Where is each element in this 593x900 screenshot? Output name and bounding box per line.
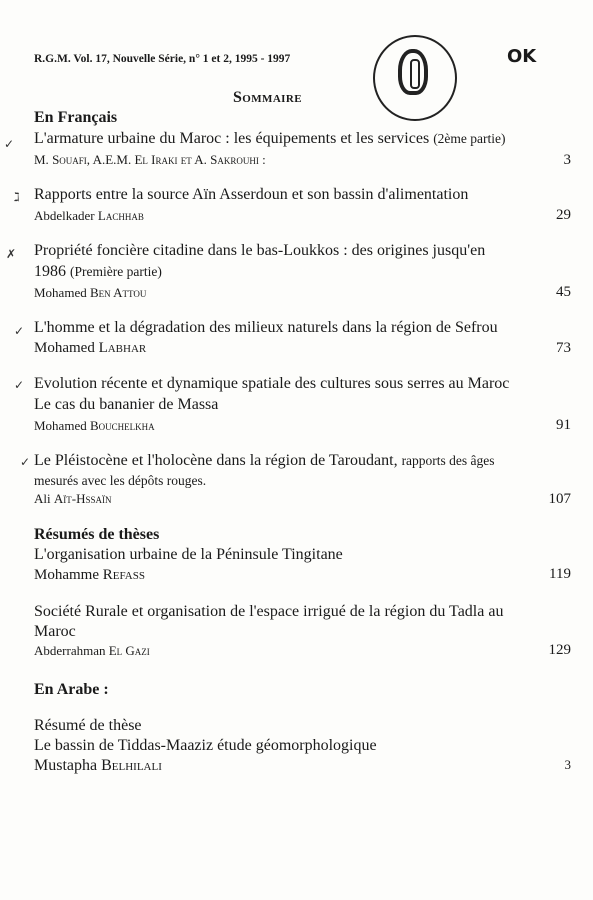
arabic-thesis-title: Le bassin de Tiddas-Maaziz étude géomorphologique	[34, 737, 377, 754]
handwritten-mark: ✓	[4, 137, 15, 151]
article-author: M. Souafi, A.E.M. El Iraki et A. Sakrouhi :	[34, 152, 266, 167]
arabic-thesis-author: Mustapha Belhilali	[34, 757, 162, 774]
journal-reference: R.G.M. Vol. 17, Nouvelle Série, n° 1 et 2, 1995 - 1997	[34, 53, 291, 65]
thesis-title: Société Rurale et organisation de l'espace irrigué de la région du Tadla au	[34, 603, 504, 620]
thesis-page: 119	[549, 566, 571, 582]
thesis-page: 129	[548, 642, 571, 658]
handwritten-mark: ✓	[14, 378, 25, 392]
article-page: 45	[556, 284, 571, 300]
thesis-author: Abderrahman El Gazi	[34, 643, 150, 658]
article-author: Mohamed Bouchelkha	[34, 418, 155, 433]
article-title-continued: Le cas du bananier de Massa	[34, 396, 219, 413]
arabic-thesis-page: 3	[564, 757, 571, 772]
thesis-author: Mohamme Refass	[34, 567, 145, 583]
handwritten-mark: ✗	[6, 247, 17, 261]
article-page: 73	[556, 340, 571, 356]
thesis-title-continued: Maroc	[34, 623, 76, 640]
section-heading-theses: Résumés de thèses	[34, 526, 160, 543]
article-title: L'armature urbaine du Maroc : les équipements et les services (2ème partie)	[34, 130, 506, 147]
article-page: 107	[548, 491, 571, 507]
article-page: 3	[563, 152, 571, 168]
article-author: Mohamed Labhar	[34, 340, 147, 356]
section-heading-arabic: En Arabe :	[34, 681, 109, 698]
article-title-continued: mesurés avec les dépôts rouges.	[34, 473, 207, 488]
article-page: 29	[556, 207, 571, 223]
handwritten-mark: ✓	[14, 324, 25, 338]
article-title: L'homme et la dégradation des milieux naturels dans la région de Sefrou	[34, 319, 498, 336]
handwritten-mark: ℷ	[14, 190, 20, 204]
handwritten-ok-note: OK	[507, 46, 537, 67]
article-title: Rapports entre la source Aïn Asserdoun et son bassin d'alimentation	[34, 186, 469, 203]
article-title: Evolution récente et dynamique spatiale des cultures sous serres au Maroc	[34, 375, 510, 392]
library-stamp	[373, 35, 457, 121]
article-title-continued: 1986 (Première partie)	[34, 263, 162, 280]
article-page: 91	[556, 417, 571, 433]
thesis-title: L'organisation urbaine de la Péninsule Tingitane	[34, 546, 343, 563]
article-title: Propriété foncière citadine dans le bas-Loukkos : des origines jusqu'en	[34, 242, 486, 259]
page-title: Sommaire	[233, 89, 302, 106]
arabic-summary-label: Résumé de thèse	[34, 717, 142, 734]
article-title: Le Pléistocène et l'holocène dans la région de Taroudant, rapports des âges	[34, 452, 495, 469]
article-author: Mohamed Ben Attou	[34, 285, 147, 300]
section-heading-french: En Français	[34, 109, 118, 126]
handwritten-mark: ✓	[20, 455, 31, 469]
article-author: Abdelkader Lachhab	[34, 208, 144, 223]
article-author: Ali Aït-Hssaïn	[34, 491, 112, 506]
